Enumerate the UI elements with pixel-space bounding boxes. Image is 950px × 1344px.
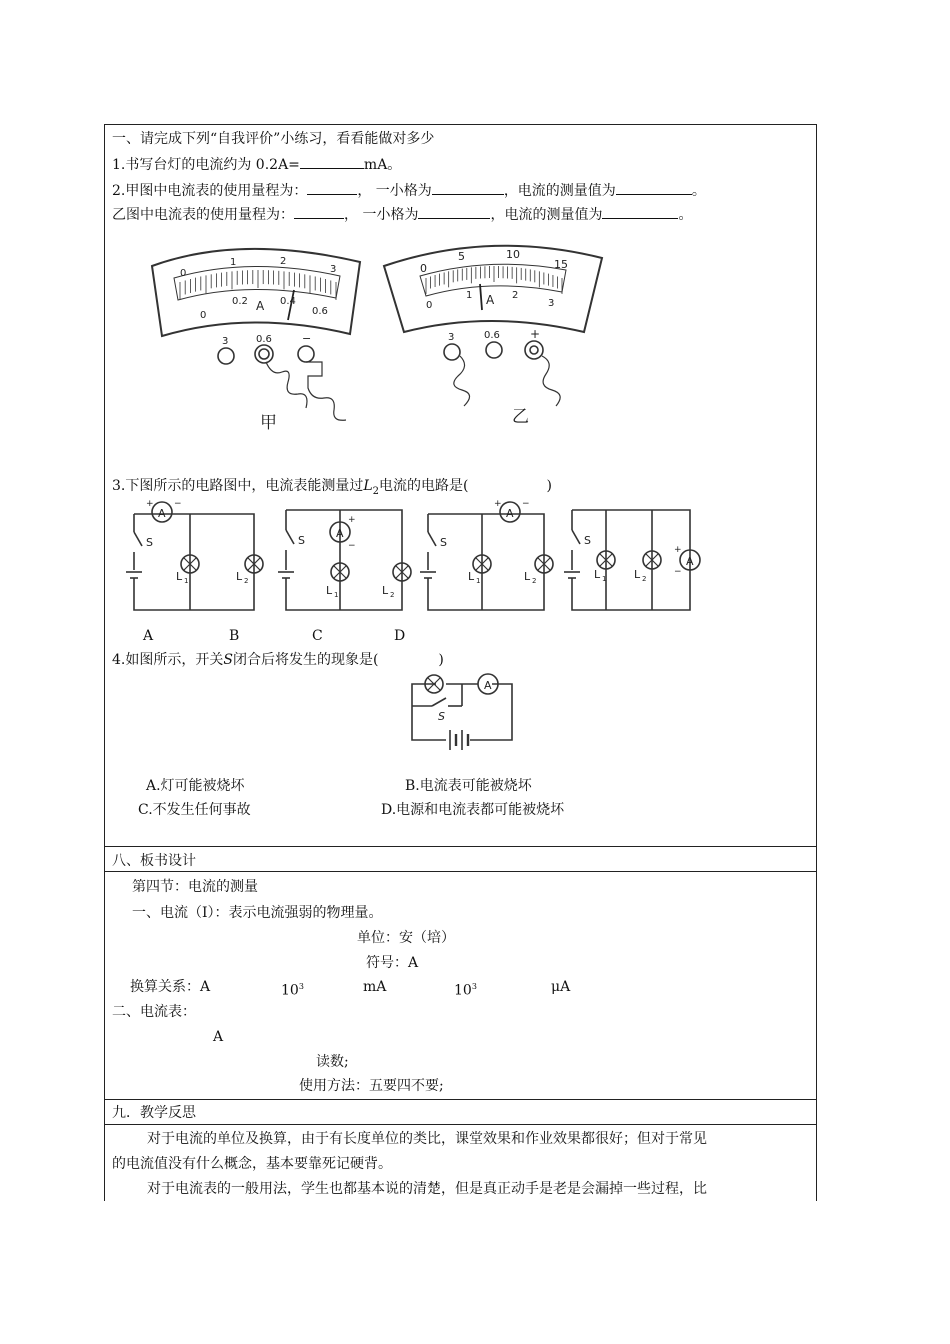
minus-label: − xyxy=(674,567,682,577)
row-divider xyxy=(104,846,817,847)
jia-scale-ticks xyxy=(180,270,336,300)
lamp1-label: L xyxy=(176,570,183,583)
jia-tick-label: 0 xyxy=(200,310,207,321)
terminal-icon xyxy=(444,344,460,360)
option-letter-a[interactable]: A xyxy=(143,628,154,644)
yi-tick-label: 15 xyxy=(554,258,568,271)
terminal-icon xyxy=(298,346,314,362)
q2-yi-range-blank[interactable] xyxy=(294,205,344,219)
jia-terminal-label: − xyxy=(302,332,312,345)
plus-label: + xyxy=(348,515,356,525)
switch-label: S xyxy=(298,534,305,547)
board-conversion-factor-1 xyxy=(281,978,304,1000)
jia-terminal-label: 0.6 xyxy=(256,334,272,345)
board-unit: 单位：安（培） xyxy=(357,930,455,946)
board-part2: 二、电流表： xyxy=(112,1004,196,1020)
lamp2-label: L xyxy=(634,568,641,581)
jia-tick-label: 1 xyxy=(230,257,237,268)
switch-label: S xyxy=(440,536,447,549)
circuit-b xyxy=(278,510,411,610)
plus-label: + xyxy=(494,499,502,509)
q4-option-b[interactable]: B.电流表可能被烧坏 xyxy=(405,778,532,794)
ammeter-yi xyxy=(384,246,602,427)
q2-jia-division-blank[interactable] xyxy=(432,181,504,195)
lamp2-sub: 2 xyxy=(244,577,249,585)
lamp1-sub: 1 xyxy=(334,591,339,599)
jia-tick-label: 0.4 xyxy=(280,296,296,307)
q3-sub: 2 xyxy=(372,485,380,497)
ammeter-label: A xyxy=(336,527,344,540)
factor-base: 10 xyxy=(454,982,472,999)
section1-heading: 一、请完成下列“自我评价”小练习，看看能做对多少 xyxy=(112,131,435,147)
question-2-line1 xyxy=(112,181,706,200)
lamp1-sub: 1 xyxy=(476,577,481,585)
option-letter-d[interactable]: D xyxy=(394,628,406,644)
yi-tick-label: 0 xyxy=(420,262,427,275)
lamp1-sub: 1 xyxy=(184,577,189,585)
q4-option-d[interactable]: D.电源和电流表都可能被烧坏 xyxy=(381,802,565,818)
q1-answer-blank[interactable] xyxy=(300,155,364,169)
circuit-d xyxy=(564,510,700,610)
option-letter-b[interactable]: B xyxy=(229,628,240,644)
yi-tick-label: 10 xyxy=(506,248,520,261)
circuit-options xyxy=(126,498,706,618)
q2-division-label: ， 一小格为 xyxy=(357,183,432,199)
q2-yi-range-label: 乙图中电流表的使用量程为： xyxy=(112,207,294,223)
yi-tick-label: 1 xyxy=(466,290,473,301)
lamp1-label: L xyxy=(326,584,333,597)
q2-reading-label: ，电流的测量值为 xyxy=(503,183,616,199)
yi-tick-label: 0 xyxy=(426,300,433,311)
terminal-icon xyxy=(218,348,234,364)
q1-suffix: mA。 xyxy=(363,157,402,173)
q4-var: S xyxy=(223,652,233,668)
lamp2-label: L xyxy=(236,570,243,583)
factor-base: 10 xyxy=(281,982,299,999)
lamp2-label: L xyxy=(382,584,389,597)
row-divider xyxy=(104,1099,817,1100)
q2-range-label: 2.甲图中电流表的使用量程为： xyxy=(112,183,308,199)
option-letter-c[interactable]: C xyxy=(312,628,323,644)
q4-circuit xyxy=(408,672,518,752)
terminal-icon xyxy=(259,349,269,359)
q3-var: L xyxy=(363,478,373,494)
ammeter-label: A xyxy=(158,507,166,520)
lamp2-sub: 2 xyxy=(390,591,395,599)
switch-label: S xyxy=(584,534,591,547)
question-2-line2 xyxy=(112,205,692,224)
lamp2-sub: 2 xyxy=(532,577,537,585)
wire-coil-icon xyxy=(454,356,470,406)
lamp1-sub: 1 xyxy=(602,575,607,583)
q2-end: 。 xyxy=(691,183,706,199)
board-conversion-factor-2 xyxy=(454,978,477,1000)
lamp1-label: L xyxy=(594,568,601,581)
board-title: 第四节：电流的测量 xyxy=(132,879,258,895)
q4-option-c[interactable]: C.不发生任何事故 xyxy=(138,802,251,818)
lamp2-sub: 2 xyxy=(642,575,647,583)
board-symbol: 符号：A xyxy=(366,955,419,971)
q2-yi-end: 。 xyxy=(678,207,693,223)
board-conversion-label: 换算关系：A xyxy=(130,979,211,995)
lamp1-label: L xyxy=(468,570,475,583)
minus-label: − xyxy=(174,499,182,509)
ammeter-figures xyxy=(140,238,600,438)
q2-yi-division-blank[interactable] xyxy=(418,205,490,219)
yi-terminal-label: 0.6 xyxy=(484,330,500,341)
q2-jia-reading-blank[interactable] xyxy=(616,181,692,195)
jia-tick-label: 0 xyxy=(180,268,187,279)
wire-coil-icon xyxy=(542,356,560,406)
q4-option-a[interactable]: A.灯可能被烧坏 xyxy=(146,778,245,794)
row-divider xyxy=(104,1124,817,1125)
circuit-c xyxy=(420,499,553,610)
board-line1: 一、电流（I）：表示电流强弱的物理量。 xyxy=(132,905,383,921)
q3-suffix: 电流的电路是( xyxy=(379,478,469,494)
jia-terminal-label: 3 xyxy=(222,336,229,347)
yi-tick-label: 2 xyxy=(512,290,519,301)
factor-exponent: 3 xyxy=(471,982,477,991)
yi-tick-label: 5 xyxy=(458,250,465,263)
reflection-p1-line1: 对于电流的单位及换算，由于有长度单位的类比，课堂效果和作业效果都很好；但对于常见 xyxy=(147,1131,707,1147)
meter-caption-jia: 甲 xyxy=(260,413,277,433)
jia-unit: A xyxy=(256,299,265,313)
ammeter-label: A xyxy=(686,555,694,568)
yi-terminal-label: + xyxy=(530,327,541,341)
factor-exponent: 3 xyxy=(298,982,304,991)
lamp2-label: L xyxy=(524,570,531,583)
wire-coil-icon xyxy=(266,362,307,408)
q2-yi-division-label: ， 一小格为 xyxy=(344,207,419,223)
jia-tick-label: 0.6 xyxy=(312,306,328,317)
minus-label: − xyxy=(522,499,530,509)
question-4 xyxy=(112,651,444,669)
q1-prefix: 1.书写台灯的电流约为 0.2A= xyxy=(112,157,300,173)
section8-heading: 八、板书设计 xyxy=(112,853,196,869)
terminal-icon xyxy=(530,346,538,354)
plus-label: + xyxy=(674,545,682,555)
wire-coil-icon xyxy=(306,362,346,420)
q2-yi-reading-label: ，电流的测量值为 xyxy=(490,207,603,223)
q3-close: ) xyxy=(546,478,552,494)
board-usage: 使用方法：五要四不要; xyxy=(299,1078,444,1094)
q2-jia-range-blank[interactable] xyxy=(307,181,357,195)
jia-tick-label: 0.2 xyxy=(232,296,248,307)
jia-tick-label: 2 xyxy=(280,256,287,267)
q4-suffix: 闭合后将发生的现象是( xyxy=(232,652,379,668)
terminal-icon xyxy=(486,342,502,358)
yi-terminal-label: 3 xyxy=(448,332,455,343)
terminal-icon xyxy=(525,341,543,359)
terminal-icon xyxy=(255,345,273,363)
board-conversion-ma: mA xyxy=(363,979,387,995)
q4-prefix: 4.如图所示，开关 xyxy=(112,652,224,668)
ammeter-label: A xyxy=(506,507,514,520)
q3-prefix: 3.下图所示的电路图中，电流表能测量过 xyxy=(112,478,364,494)
switch-icon xyxy=(432,698,446,706)
question-1 xyxy=(112,155,401,174)
q2-yi-reading-blank[interactable] xyxy=(602,205,678,219)
circuit-a xyxy=(126,499,263,610)
board-conversion-ua: μA xyxy=(551,979,571,995)
board-reading: 读数; xyxy=(316,1054,349,1070)
ammeter-label: A xyxy=(484,679,492,692)
q4-close: ) xyxy=(438,652,444,668)
minus-label: − xyxy=(348,541,356,551)
reflection-p2-line1: 对于电流表的一般用法，学生也都基本说的清楚，但是真正动手是老是会漏掉一些过程，比 xyxy=(147,1181,707,1197)
plus-label: + xyxy=(146,499,154,509)
yi-unit: A xyxy=(486,293,495,307)
yi-tick-label: 3 xyxy=(548,298,555,309)
switch-label: S xyxy=(146,536,153,549)
board-meter-symbol: A xyxy=(213,1029,224,1045)
switch-label: S xyxy=(438,710,445,723)
meter-caption-yi: 乙 xyxy=(512,407,529,427)
jia-tick-label: 3 xyxy=(330,264,337,275)
section9-heading: 九．教学反思 xyxy=(112,1105,196,1121)
row-divider xyxy=(104,871,817,872)
ammeter-jia xyxy=(152,249,360,433)
reflection-p1-line2: 的电流值没有什么概念，基本要靠死记硬背。 xyxy=(112,1156,392,1172)
